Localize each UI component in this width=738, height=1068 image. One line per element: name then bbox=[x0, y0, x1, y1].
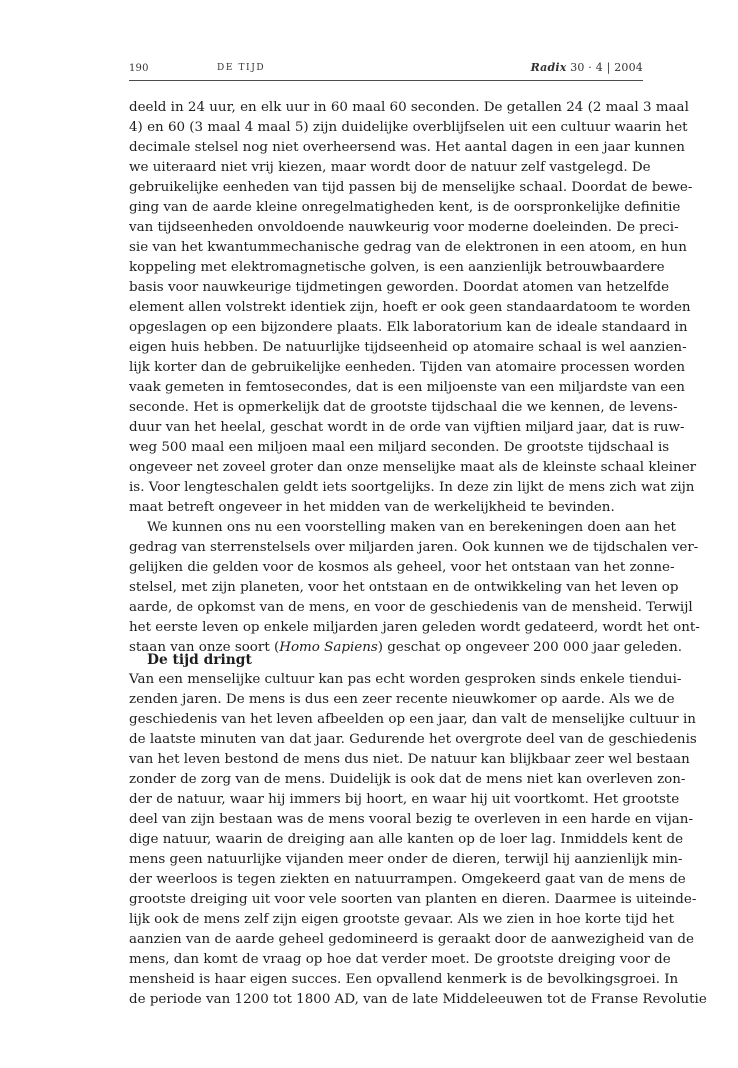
text-line: sie van het kwantummechanische gedrag van de elektronen in een atoom, en hun bbox=[129, 240, 687, 255]
text-line: zonder de zorg van de mens. Duidelijk is ook dat de mens niet kan overleven zon- bbox=[129, 772, 686, 787]
header-rule bbox=[129, 80, 643, 81]
text-line: maat betreft ongeveer in het midden van de werkelijkheid te bevinden. bbox=[129, 500, 615, 515]
text-line: eigen huis hebben. De natuurlijke tijdseenheid op atomaire schaal is wel aanzien- bbox=[129, 340, 687, 355]
paragraph-1 bbox=[129, 98, 697, 518]
text-line: de periode van 1200 tot 1800 AD, van de late Middeleeuwen tot de Franse Revolutie bbox=[129, 992, 707, 1007]
text-line: lijk ook de mens zelf zijn eigen grootste gevaar. Als we zien in hoe korte tijd het bbox=[129, 912, 675, 927]
text-line: deeld in 24 uur, en elk uur in 60 maal 60 seconden. De getallen 24 (2 maal 3 maal bbox=[129, 100, 689, 115]
text-line: gebruikelijke eenheden van tijd passen bij de menselijke schaal. Doordat de bewe- bbox=[129, 180, 693, 195]
section-heading: De tijd dringt bbox=[147, 652, 252, 668]
text-line: Van een menselijke cultuur kan pas echt worden gesproken sinds enkele tiendui- bbox=[129, 672, 682, 687]
text-line: basis voor nauwkeurige tijdmetingen geworden. Doordat atomen van hetzelfde bbox=[129, 280, 670, 295]
text-line: geschiedenis van het leven afbeelden op een jaar, dan valt de menselijke cultuur in bbox=[129, 712, 696, 727]
species-name: Homo Sapiens bbox=[279, 640, 378, 655]
text-line: We kunnen ons nu een voorstelling maken van en berekeningen doen aan het bbox=[147, 520, 676, 535]
journal-citation bbox=[531, 61, 643, 74]
text-line: seconde. Het is opmerkelijk dat de grootste tijdschaal die we kennen, de levens- bbox=[129, 400, 678, 415]
text-line: zenden jaren. De mens is dus een zeer recente nieuwkomer op aarde. Als we de bbox=[129, 692, 675, 707]
text-line: lijk korter dan de gebruikelijke eenheden. Tijden van atomaire processen worden bbox=[129, 360, 686, 375]
text-line: koppeling met elektromagnetische golven, is een aanzienlijk betrouwbaardere bbox=[129, 260, 665, 275]
text-line: deel van zijn bestaan was de mens vooral bezig te overleven in een harde en vijan- bbox=[129, 812, 693, 827]
text-segment: ) geschat op ongeveer 200 000 jaar geleden. bbox=[377, 640, 683, 655]
section-title: DE TIJD bbox=[217, 63, 266, 73]
text-line: element allen volstrekt identiek zijn, hoeft er ook geen standaardatoom te worden bbox=[129, 300, 691, 315]
page-number: 190 bbox=[129, 63, 149, 74]
text-line: mensheid is haar eigen succes. Een opvallend kenmerk is de bevolkingsgroei. In bbox=[129, 972, 679, 987]
text-line: is. Voor lengteschalen geldt iets soortgelijks. In deze zin lijkt de mens zich wat zijn bbox=[129, 480, 695, 495]
text-line: het eerste leven op enkele miljarden jaren geleden wordt gedateerd, wordt het ont- bbox=[129, 620, 700, 635]
journal-name: Radix bbox=[530, 61, 567, 74]
text-line: van het leven bestond de mens dus niet. De natuur kan blijkbaar zeer wel bestaan bbox=[129, 752, 690, 767]
paragraph-3 bbox=[129, 670, 707, 1010]
paragraph-2 bbox=[129, 518, 700, 658]
text-line: aanzien van de aarde geheel gedomineerd is geraakt door de aanwezigheid van de bbox=[129, 932, 694, 947]
text-line: dige natuur, waarin de dreiging aan alle kanten op de loer lag. Inmiddels kent de bbox=[129, 832, 684, 847]
text-line: der de natuur, waar hij immers bij hoort, en waar hij uit voortkomt. Het grootste bbox=[129, 792, 680, 807]
text-line: 4) en 60 (3 maal 4 maal 5) zijn duidelijke overblijfselen uit een cultuur waarin het bbox=[129, 120, 688, 135]
text-line: opgeslagen op een bijzondere plaats. Elk laboratorium kan de ideale standaard in bbox=[129, 320, 688, 335]
text-line: vaak gemeten in femtosecondes, dat is een miljoenste van een miljardste van een bbox=[129, 380, 685, 395]
text-line: mens, dan komt de vraag op hoe dat verder moet. De grootste dreiging voor de bbox=[129, 952, 671, 967]
text-line: der weerloos is tegen ziekten en natuurrampen. Omgekeerd gaat van de mens de bbox=[129, 872, 686, 887]
text-line: decimale stelsel nog niet overheersend was. Het aantal dagen in een jaar kunnen bbox=[129, 140, 685, 155]
text-line: ging van de aarde kleine onregelmatigheden kent, is de oorspronkelijke definitie bbox=[129, 200, 681, 215]
text-line: gelijken die gelden voor de kosmos als geheel, voor het ontstaan van het zonne- bbox=[129, 560, 675, 575]
text-line: ongeveer net zoveel groter dan onze menselijke maat als de kleinste schaal kleiner bbox=[129, 460, 697, 475]
text-line: grootste dreiging uit voor vele soorten van planten en dieren. Daarmee is uiteinde- bbox=[129, 892, 697, 907]
text-line: gedrag van sterrenstelsels over miljarden jaren. Ook kunnen we de tijdschalen ver- bbox=[129, 540, 699, 555]
text-line: weg 500 maal een miljoen maal een miljard seconden. De grootste tijdschaal is bbox=[129, 440, 670, 455]
text-line: stelsel, met zijn planeten, voor het ontstaan en de ontwikkeling van het leven op bbox=[129, 580, 679, 595]
text-line: mens geen natuurlijke vijanden meer onder de dieren, terwijl hij aanzienlijk min- bbox=[129, 852, 683, 867]
text-line: we uiteraard niet vrij kiezen, maar wordt door de natuur zelf vastgelegd. De bbox=[129, 160, 651, 175]
text-line: van tijdseenheden onvoldoende nauwkeurig voor moderne doeleinden. De preci- bbox=[129, 220, 679, 235]
journal-issue: 30 · 4 | 2004 bbox=[570, 61, 643, 74]
text-line: aarde, de opkomst van de mens, en voor de geschiedenis van de mensheid. Terwijl bbox=[129, 600, 693, 615]
running-header bbox=[129, 61, 643, 77]
text-line: duur van het heelal, geschat wordt in de orde van vijftien miljard jaar, dat is ruw- bbox=[129, 420, 685, 435]
text-segment: staan van onze soort ( bbox=[129, 640, 280, 655]
text-line: de laatste minuten van dat jaar. Gedurende het overgrote deel van de geschiedenis bbox=[129, 732, 697, 747]
